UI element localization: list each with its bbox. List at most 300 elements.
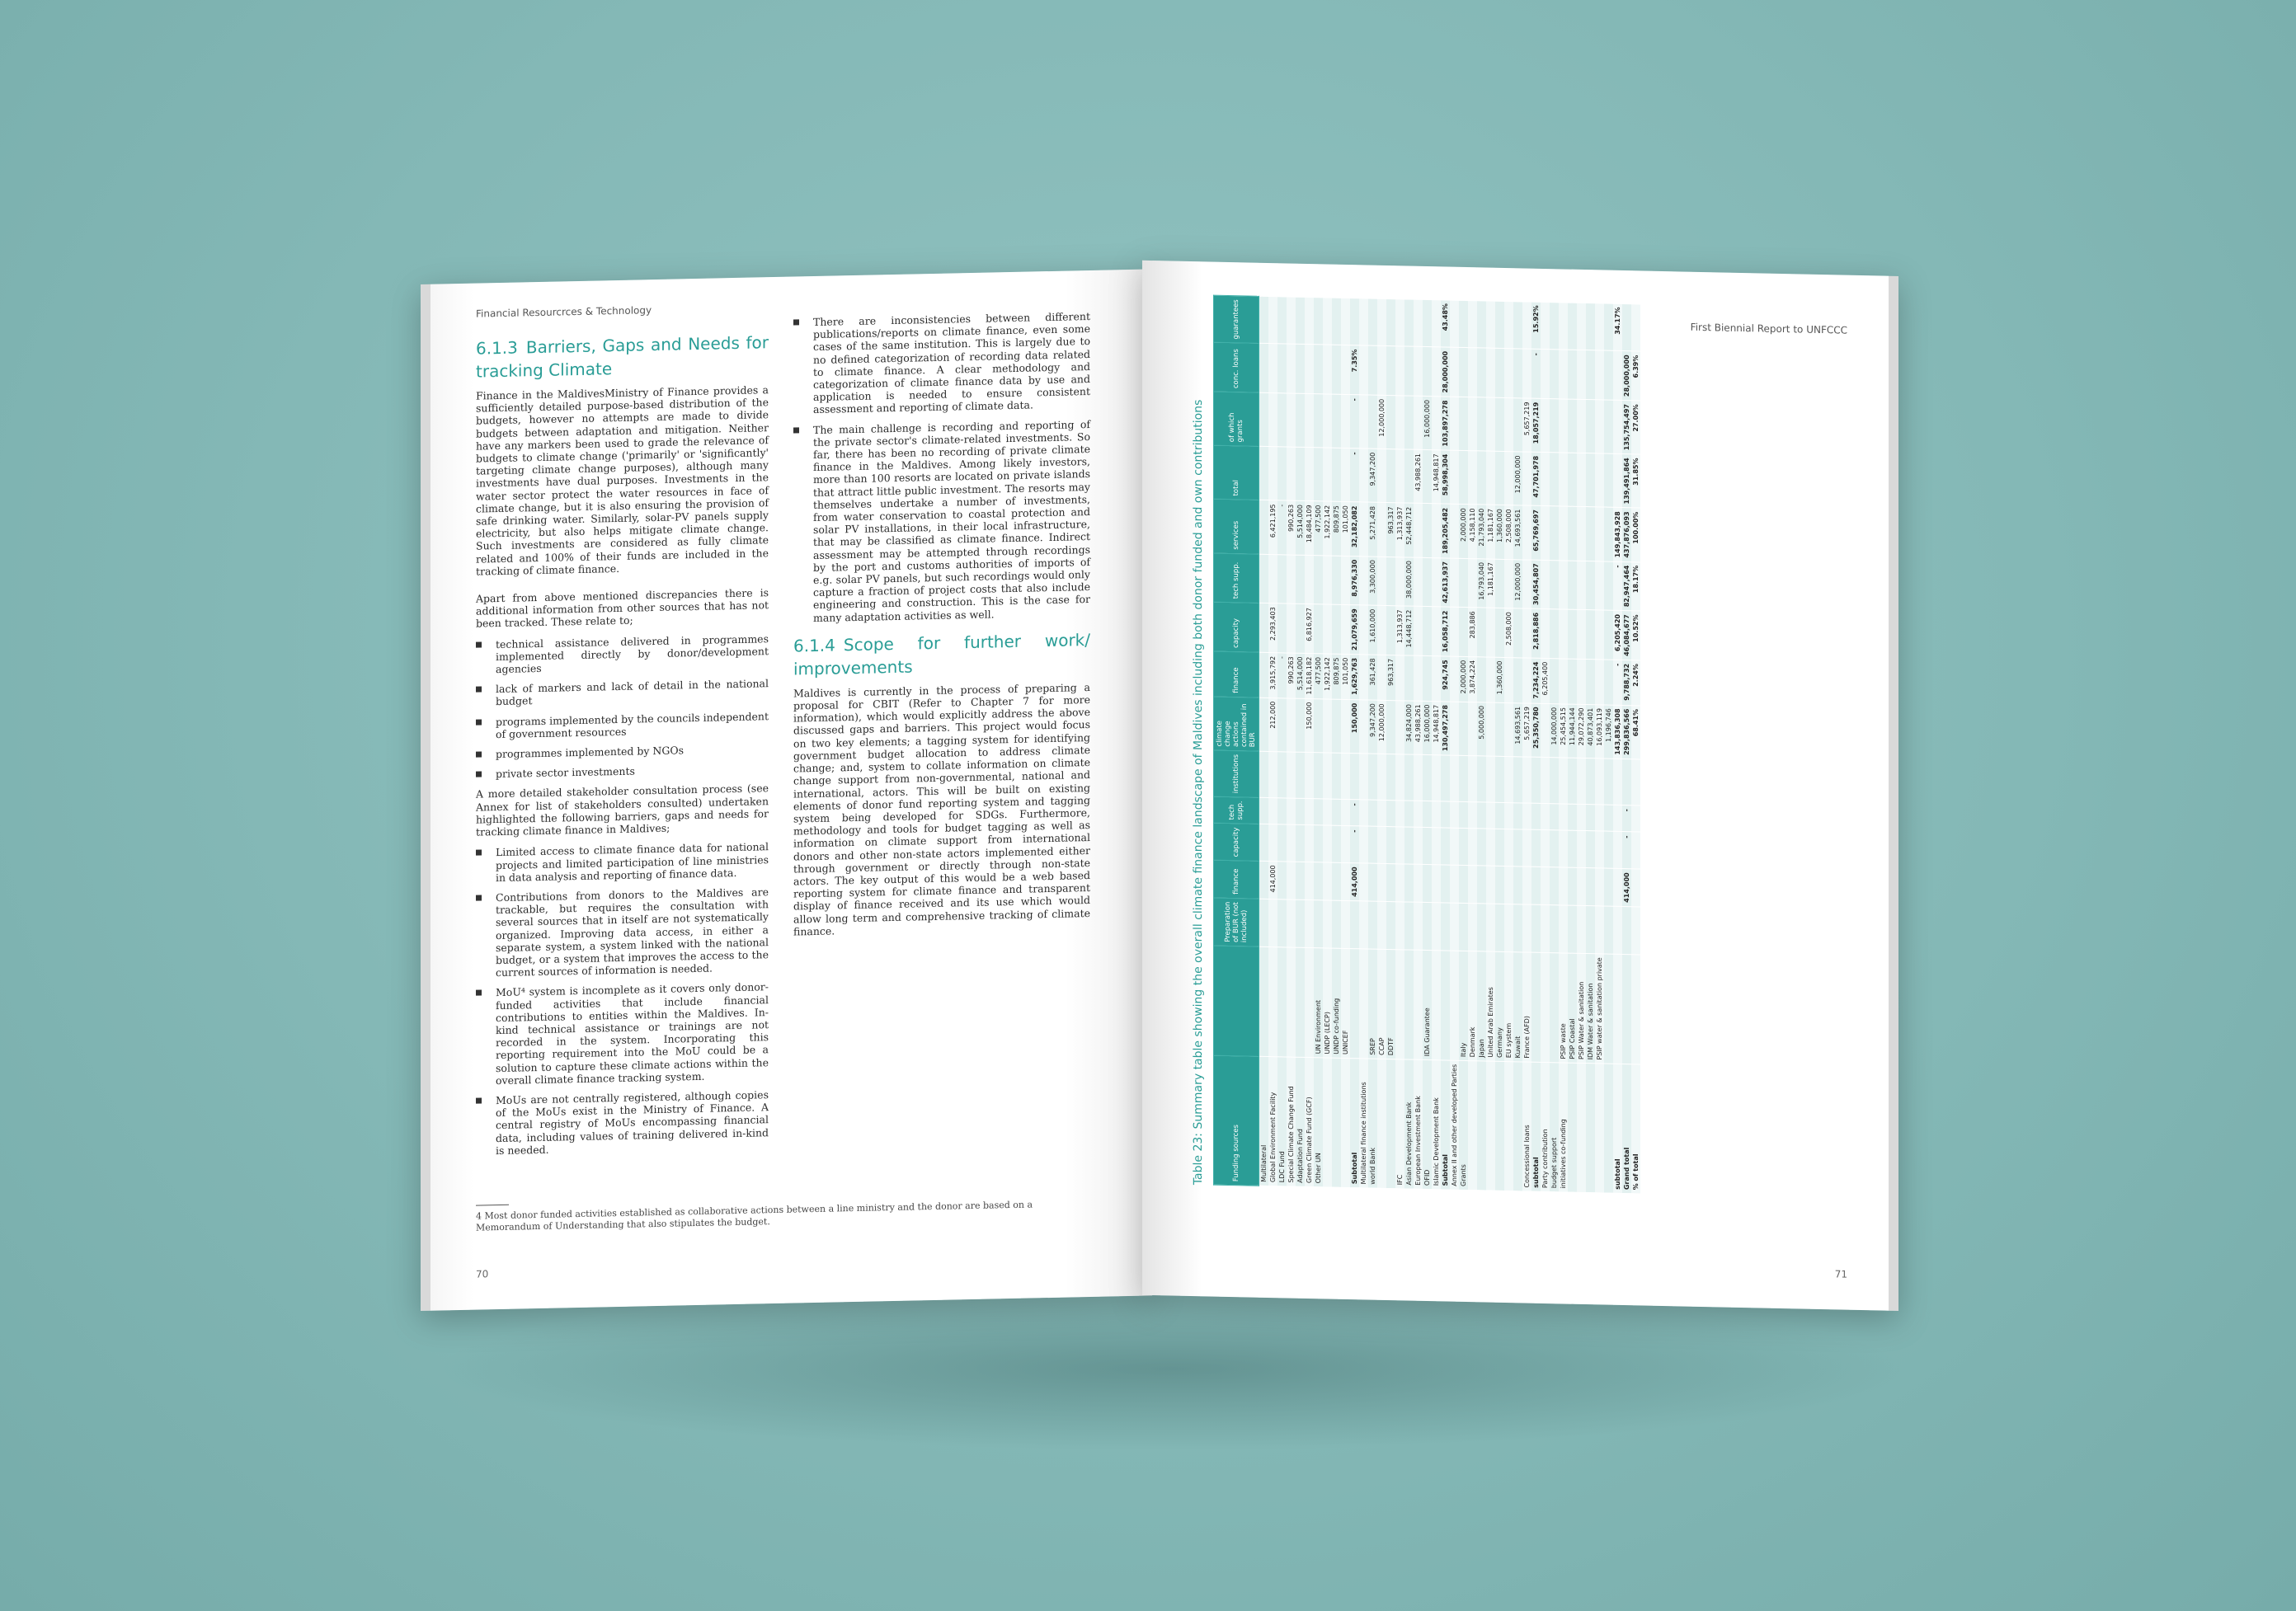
row-category: Special Climate Change Fund [1287,1057,1296,1186]
table-cell [1613,869,1622,907]
table-row [1522,302,1531,1191]
table-cell [1323,394,1332,448]
row-subcategory [1414,950,1423,1060]
row-subcategory: UN Environment [1314,947,1323,1058]
table-cell [1477,301,1486,349]
table-cell [1604,453,1613,507]
table-cell [1432,607,1441,656]
table-cell: 809,875 [1332,501,1341,555]
list-item: Contributions from donors to the Maldives are trackable, but requires the consultation with several sources that in itself are not systematically organized. Improving data access, in either a separate system, a system linked with the national budget, or a system that improves the access to the current sources of information is needed. [476,885,769,979]
table-cell [1287,297,1296,345]
table-cell [1559,350,1568,399]
table-cell: 9,347,200 [1368,700,1377,754]
table-cell: 12,000,000 [1513,452,1522,505]
table-cell [1332,345,1341,394]
table-cell [1468,866,1477,904]
table-cell: 100.00% [1631,508,1640,561]
table-cell [1477,397,1486,451]
table-cell [1513,867,1522,904]
table-cell [1395,655,1404,700]
right-page [1142,261,1898,1311]
row-category [1332,1058,1341,1187]
table-cell [1259,697,1269,751]
table-row [1305,297,1314,1186]
row-subcategory: PSIP Coastal [1568,953,1577,1064]
table-cell [1468,755,1477,802]
table-cell: 7,234,224 [1531,658,1541,703]
row-subcategory [1604,954,1613,1064]
table-cell [1568,659,1577,704]
table-cell [1414,396,1423,449]
row-subcategory: UNICEF [1341,948,1350,1059]
row-subcategory [1432,950,1441,1060]
table-cell [1595,660,1604,705]
table-cell [1305,555,1314,604]
table-cell [1550,804,1559,831]
table-cell [1495,451,1504,505]
table-cell: 6.39% [1631,351,1640,401]
table-cell [1341,900,1350,948]
table-row [1450,300,1459,1190]
bullet-list-barriers-cont [793,310,1090,624]
table-cell [1268,899,1277,946]
table-cell: 31.85% [1631,454,1640,508]
table-cell [1604,350,1613,400]
table-cell [1486,702,1495,756]
table-cell [1432,347,1441,397]
table-cell [1359,800,1368,827]
table-cell: 5,000,000 [1477,702,1486,755]
table-cell [1568,303,1577,350]
table-cell [1404,754,1414,801]
row-category: Concessional loans [1522,1062,1531,1191]
table-cell [1386,395,1395,449]
table-cell [1568,453,1577,506]
table-cell [1495,867,1504,904]
row-category [1586,1064,1595,1193]
table-cell [1296,825,1305,862]
table-cell: - [1350,395,1359,449]
table-cell [1386,299,1395,347]
table-cell [1395,557,1404,606]
row-subcategory [1305,947,1314,1058]
row-category: Subtotal [1441,1060,1450,1190]
table-cell [1495,756,1504,803]
table-cell: 477,500 [1314,653,1323,698]
table-cell: 14,948,817 [1432,701,1441,754]
table-row [1631,304,1640,1194]
list-item: private sector investments [476,762,769,781]
table-cell [1277,447,1287,500]
table-header: capacity [1214,602,1259,652]
table-cell [1305,393,1314,447]
row-category: Subtotal [1350,1059,1359,1188]
table-cell [1550,904,1559,952]
table-cell: 2,508,000 [1504,505,1513,559]
table-cell [1504,867,1513,904]
table-cell [1631,869,1640,907]
table-cell [1423,557,1432,607]
table-cell [1522,559,1531,608]
table-cell [1559,804,1568,831]
table-cell [1541,560,1550,609]
left-column [476,331,769,1164]
table-cell [1459,450,1468,504]
table-cell [1332,604,1341,654]
table-cell [1323,825,1332,862]
table-cell: 130,497,278 [1441,701,1450,754]
table-cell [1486,451,1495,505]
table-cell [1586,303,1595,351]
table-header: tech supp. [1214,796,1259,824]
table-cell [1332,699,1341,753]
table-cell [1305,752,1314,799]
table-cell [1423,607,1432,656]
table-cell [1631,832,1640,869]
table-cell [1432,655,1441,701]
table-cell [1287,899,1296,947]
table-cell: 437,876,093 [1622,508,1631,561]
table-cell: 189,205,482 [1441,504,1450,557]
table-cell: 135,754,497 [1622,400,1631,453]
list-item: MoU⁴ system is incomplete as it covers only donor-funded activities that include financial contributions to entities within the Maldives. In-kind technical assistance or trainings are not recorded in the system. Incorporating this reporting requirement into the MoU could be a solution to capture these climate actions within the overall climate finance tracking system. [476,980,769,1087]
table-cell: 43.48% [1441,300,1450,348]
table-cell: 6,421,195 [1268,500,1277,554]
table-cell: 1,181,167 [1486,559,1495,608]
table-cell [1586,805,1595,832]
table-cell [1314,604,1323,654]
table-cell: 12,000,000 [1513,559,1522,608]
table-cell: 16,793,040 [1477,558,1486,608]
table-cell [1595,400,1604,453]
table-cell [1468,558,1477,608]
table-cell [1268,751,1277,798]
table-cell [1287,698,1296,752]
table-cell [1414,606,1423,655]
table-cell [1559,506,1568,560]
row-subcategory [1531,952,1541,1063]
row-category [1468,1061,1477,1191]
table-cell [1613,351,1622,401]
paragraph: A more detailed stakeholder consultation process (see Annex for list of stakeholders consulted) undertaken highlighted the following barriers, gaps and needs for tracking climate finance in Maldives; [476,782,769,838]
table-cell: 1,360,000 [1495,657,1504,702]
table-cell [1450,504,1459,557]
paragraph: Maldives is currently in the process of preparing a proposal for CBIT (Refer to Chapter 7 for more information), which would explicitly address the above discussed gaps and barriers. This project would focus on two key elements; a tagging system for identifying government budget allocation to address climate change; and, system to collate information on climate change support from non-governmental, national and international, actors. This will be built on existing elements of donor fund reporting system and tagging system being developed for SDGs. Furthermore, methodology and tools for budget tagging as well as information on climate support from international donors and other non-state actors implemented either through government or directly through non-state actors. The key output of this would be a web based reporting system for climate finance and transparent display of finance received and its use which would allow long term and comprehensive tracking of climate finance. [793,680,1090,938]
table-cell [1259,446,1269,500]
table-cell [1595,831,1604,868]
list-item: programs implemented by the councils independent of government resources [476,710,769,741]
table-cell [1395,346,1404,396]
table-cell: 30,454,807 [1531,560,1541,609]
table-cell: 42,613,937 [1441,557,1450,607]
row-subcategory: France (AFD) [1522,952,1531,1063]
table-cell [1513,398,1522,452]
running-head-left: Financial Resourcrces & Technology [476,304,652,320]
table-cell [1386,700,1395,754]
table-cell: 414,000 [1622,869,1631,907]
table-cell: - [1350,800,1359,827]
table-row [1550,303,1559,1192]
row-subcategory [1404,950,1414,1060]
table-cell [1359,449,1368,502]
table-cell: 2.24% [1631,660,1640,705]
table-cell [1377,800,1386,827]
table-cell [1486,657,1495,702]
table-cell [1450,300,1459,348]
row-category [1477,1061,1486,1191]
table-cell [1305,862,1314,900]
table-cell [1414,557,1423,607]
right-column [793,310,1090,946]
table-cell [1259,554,1269,604]
table-cell [1604,906,1613,954]
table-cell: 21,079,659 [1350,605,1359,655]
table-row [1604,303,1613,1193]
table-cell [1586,400,1595,453]
table-cell [1504,756,1513,803]
table-cell [1359,298,1368,346]
table-cell [1513,657,1522,702]
table-cell [1459,903,1468,951]
table-cell [1432,865,1441,903]
table-cell [1296,447,1305,500]
table-cell [1287,554,1296,604]
table-cell [1486,866,1495,904]
table-cell [1341,863,1350,901]
paragraph: Apart from above mentioned discrepancies there is additional information from other sources that has not been tracked. These relate to; [476,586,769,631]
table-cell [1450,450,1459,504]
table-cell [1495,301,1504,349]
table-cell: 12,000,000 [1377,395,1386,449]
table-cell [1341,604,1350,654]
table-cell [1559,609,1568,659]
table-cell [1550,350,1559,399]
row-category [1595,1064,1604,1193]
table-row [1259,296,1269,1186]
table-cell: 82,947,464 [1622,561,1631,611]
table-cell [1595,561,1604,610]
table-cell [1477,348,1486,397]
table-header: services [1214,499,1259,553]
table-cell: 5,514,000 [1296,501,1305,555]
row-category [1568,1063,1577,1192]
table-cell: 3,874,224 [1468,656,1477,702]
table-cell [1468,903,1477,951]
table-cell [1314,555,1323,604]
table-cell [1305,825,1314,862]
table-cell: 990,263 [1287,500,1296,554]
row-category: subtotal [1613,1064,1622,1193]
table-cell [1305,297,1314,345]
table-cell [1287,393,1296,447]
table-cell [1359,556,1368,605]
table-cell [1404,396,1414,449]
table-cell [1432,801,1441,829]
table-cell [1296,393,1305,447]
table-cell [1504,829,1513,867]
table-cell: 40,873,401 [1586,704,1595,758]
table-row [1404,299,1414,1189]
table-cell [1441,755,1450,802]
table-cell [1314,799,1323,826]
table-cell [1577,609,1586,659]
table-row [1268,297,1277,1186]
table-cell [1341,826,1350,863]
table-cell [1568,609,1577,659]
section-614-title: Scope for further work/ improvements [793,629,1090,679]
row-subcategory [1277,947,1287,1058]
table-cell [1559,758,1568,805]
table-row [1359,298,1368,1188]
table-cell: 38,000,000 [1404,557,1414,606]
row-category: OFID [1423,1060,1432,1190]
table-cell [1450,347,1459,397]
table-row [1504,302,1513,1191]
table-cell: - [1613,660,1622,705]
table-cell [1586,905,1595,953]
row-category: Multilateral finance institutions [1359,1059,1368,1188]
table-cell: 1,629,763 [1350,654,1359,699]
table-cell [1631,304,1640,352]
table-cell [1314,394,1323,448]
table-cell: - [1613,561,1622,611]
table-cell: 5,657,219 [1522,398,1531,452]
table-cell [1332,862,1341,900]
table-header: Funding sources [1214,1055,1259,1186]
table-cell [1350,298,1359,346]
row-subcategory: SREP [1368,949,1377,1059]
row-category: initiatives co-funding [1559,1063,1568,1192]
table-cell [1414,864,1423,902]
table-cell [1332,298,1341,345]
table-cell [1368,901,1377,949]
table-cell [1377,901,1386,949]
table-cell [1486,756,1495,803]
table-cell [1404,449,1414,503]
table-cell [1414,801,1423,828]
table-cell [1522,803,1531,830]
table-cell [1568,350,1577,399]
table-cell [1613,453,1622,507]
table-row [1377,298,1386,1188]
table-cell [1423,828,1432,865]
table-cell [1287,862,1296,899]
table-cell [1341,753,1350,800]
table-cell [1577,804,1586,831]
table-cell [1395,299,1404,347]
table-cell [1441,865,1450,903]
table-cell [1568,905,1577,953]
row-category: budget support [1550,1063,1559,1192]
table-cell [1259,899,1269,946]
table-cell [1359,395,1368,449]
row-subcategory [1441,951,1450,1061]
table-cell [1613,832,1622,869]
row-subcategory [1450,951,1459,1061]
table-cell [1495,559,1504,608]
table-cell [1287,604,1296,653]
table-cell [1432,828,1441,865]
table-cell [1432,397,1441,450]
table-cell [1459,866,1468,904]
row-subcategory: IDA Guarantee [1423,950,1432,1060]
table-cell [1459,300,1468,348]
row-category [1504,1062,1513,1191]
table-cell [1459,702,1468,755]
table-cell [1359,605,1368,655]
table-cell [1559,303,1568,350]
table-cell: 14,000,000 [1550,703,1559,757]
table-cell [1513,302,1522,350]
row-subcategory [1631,955,1640,1065]
table-row [1386,299,1395,1189]
table-cell [1432,300,1441,348]
table-cell: 34.17% [1613,303,1622,351]
table-cell [1531,867,1541,904]
table-cell [1441,903,1450,951]
table-cell [1595,350,1604,400]
table-cell [1513,904,1522,951]
table-cell: 28,000,000 [1622,351,1631,401]
table-cell [1559,560,1568,609]
table-cell [1305,448,1314,501]
table-cell [1495,829,1504,867]
table-cell: 14,948,817 [1432,450,1441,504]
table-cell [1550,830,1559,867]
table-cell [1314,298,1323,345]
table-cell: 15.92% [1531,302,1541,350]
table-cell [1359,502,1368,556]
table-cell [1504,904,1513,951]
table-cell: 103,897,278 [1441,397,1450,450]
table-cell [1504,657,1513,702]
table-cell [1277,899,1287,946]
table-cell [1277,697,1287,751]
table-cell [1595,610,1604,660]
table-cell [1341,699,1350,753]
table-cell [1277,297,1287,345]
table-cell [1277,604,1287,653]
table-row [1613,303,1622,1193]
row-subcategory [1550,952,1559,1063]
table-cell [1522,505,1531,559]
table-cell [1395,901,1404,949]
table-cell: - [1622,806,1631,833]
table-cell [1522,608,1531,658]
table-cell: 5,514,000 [1296,653,1305,698]
row-subcategory: EU system [1504,951,1513,1062]
table-row [1314,298,1323,1187]
table-cell [1622,906,1631,954]
table-cell [1296,604,1305,653]
table-cell: 2,818,886 [1531,608,1541,658]
table-row [1559,303,1568,1192]
table-cell [1296,899,1305,947]
table-cell: 43,988,261 [1414,701,1423,754]
row-category: Other UN [1314,1058,1323,1187]
table-cell: 5,657,219 [1522,702,1531,756]
row-category [1377,1059,1386,1188]
table-cell [1604,805,1613,832]
table-cell [1323,298,1332,345]
table-cell [1586,561,1595,610]
table-cell: 6,205,420 [1613,610,1622,660]
table-cell [1495,904,1504,951]
table-cell [1296,798,1305,825]
table-cell [1386,901,1395,949]
table-cell [1414,754,1423,801]
table-cell [1268,344,1277,393]
